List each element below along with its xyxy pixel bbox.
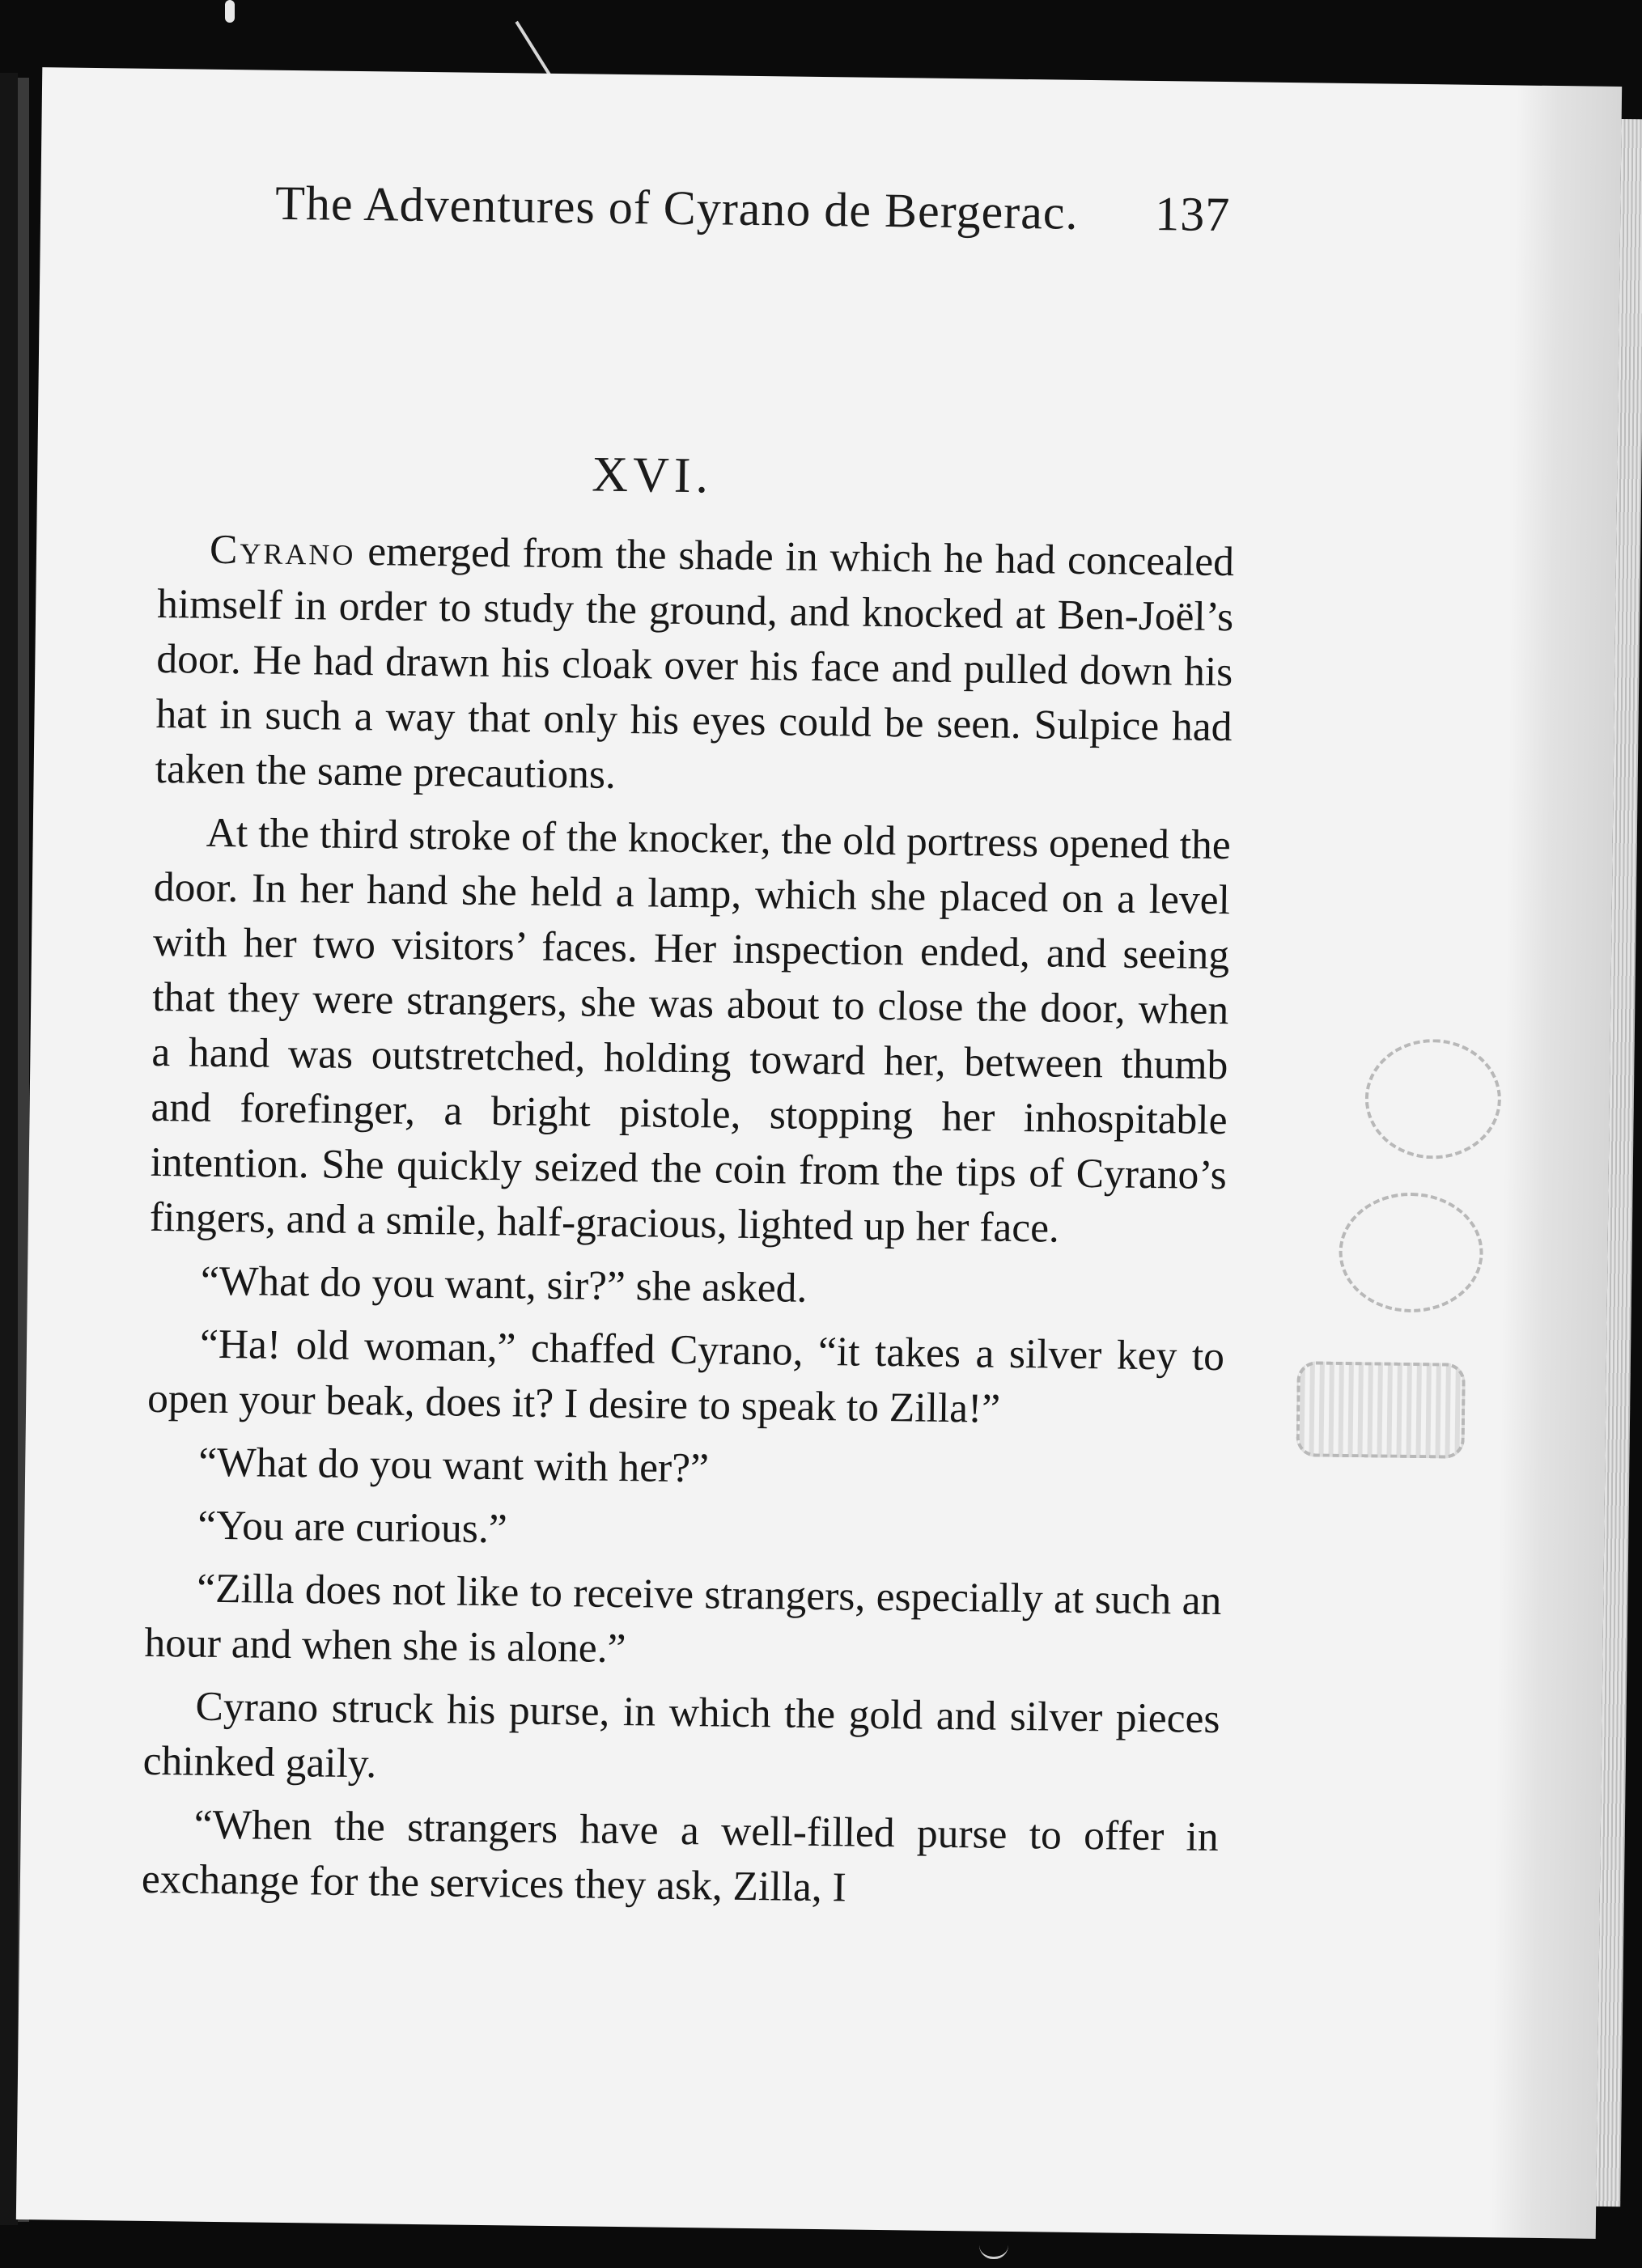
book-spine bbox=[0, 73, 18, 2225]
paragraph-3: “What do you want, sir?” she asked. bbox=[200, 1257, 808, 1312]
scan-artifact-mark bbox=[979, 2245, 1008, 2259]
page-number: 137 bbox=[1154, 186, 1231, 242]
paragraph-5: “What do you want with her?” bbox=[197, 1439, 710, 1492]
paragraph-6: “You are curious.” bbox=[197, 1502, 507, 1553]
library-stamp-mark bbox=[1364, 1038, 1502, 1159]
paragraph-4: “Ha! old woman,” chaffed Cyrano, “it takes a silver key to open your beak, does it? I desire to speak to Zilla!” bbox=[146, 1321, 1225, 1432]
chapter-heading: XVI. bbox=[591, 447, 714, 504]
paragraph-1-text: emerged from the shade in which he had concealed himself in order to study the ground, and knocked at Ben-Joël’s door. He had drawn his cloak over his face and pulled down his hat in such a way that only his eyes could be seen. Sulpice had taken the same precautions. bbox=[155, 528, 1235, 798]
paragraph-1 bbox=[155, 522, 1234, 810]
running-head bbox=[275, 176, 1231, 260]
paragraph-2: At the third stroke of the knocker, the old portress opened the door. In her hand she held a lamp, which she placed on a level with her two visitors’ faces. Her inspection ended, and seeing that they were strangers, she was about to close the door, when a hand was outstretched, holding toward her, between thumb and forefinger, a bright pistole, stopping her inhospitable intention. She quickly seized the coin from the tips of Cyrano’s fingers, and a smile, half-gracious, lighted up her face. bbox=[149, 809, 1232, 1252]
library-stamp-mark bbox=[1296, 1361, 1465, 1459]
book-page bbox=[16, 67, 1622, 2239]
body-text bbox=[138, 522, 1234, 2153]
paragraph-8: Cyrano struck his purse, in which the gold and silver pieces chinked gaily. bbox=[142, 1683, 1220, 1787]
paragraph-9: “When the strangers have a well-filled purse to offer in exchange for the services they ask, Zilla, I bbox=[141, 1801, 1220, 1911]
library-stamp-mark bbox=[1339, 1192, 1484, 1313]
running-title: The Adventures of Cyrano de Bergerac. bbox=[274, 176, 1079, 240]
paragraph-7: “Zilla does not like to receive strangers, especially at such an hour and when she is alone.” bbox=[144, 1565, 1222, 1672]
scan-artifact-dot bbox=[225, 0, 235, 23]
paragraph-dropword: Cyrano bbox=[209, 526, 356, 574]
